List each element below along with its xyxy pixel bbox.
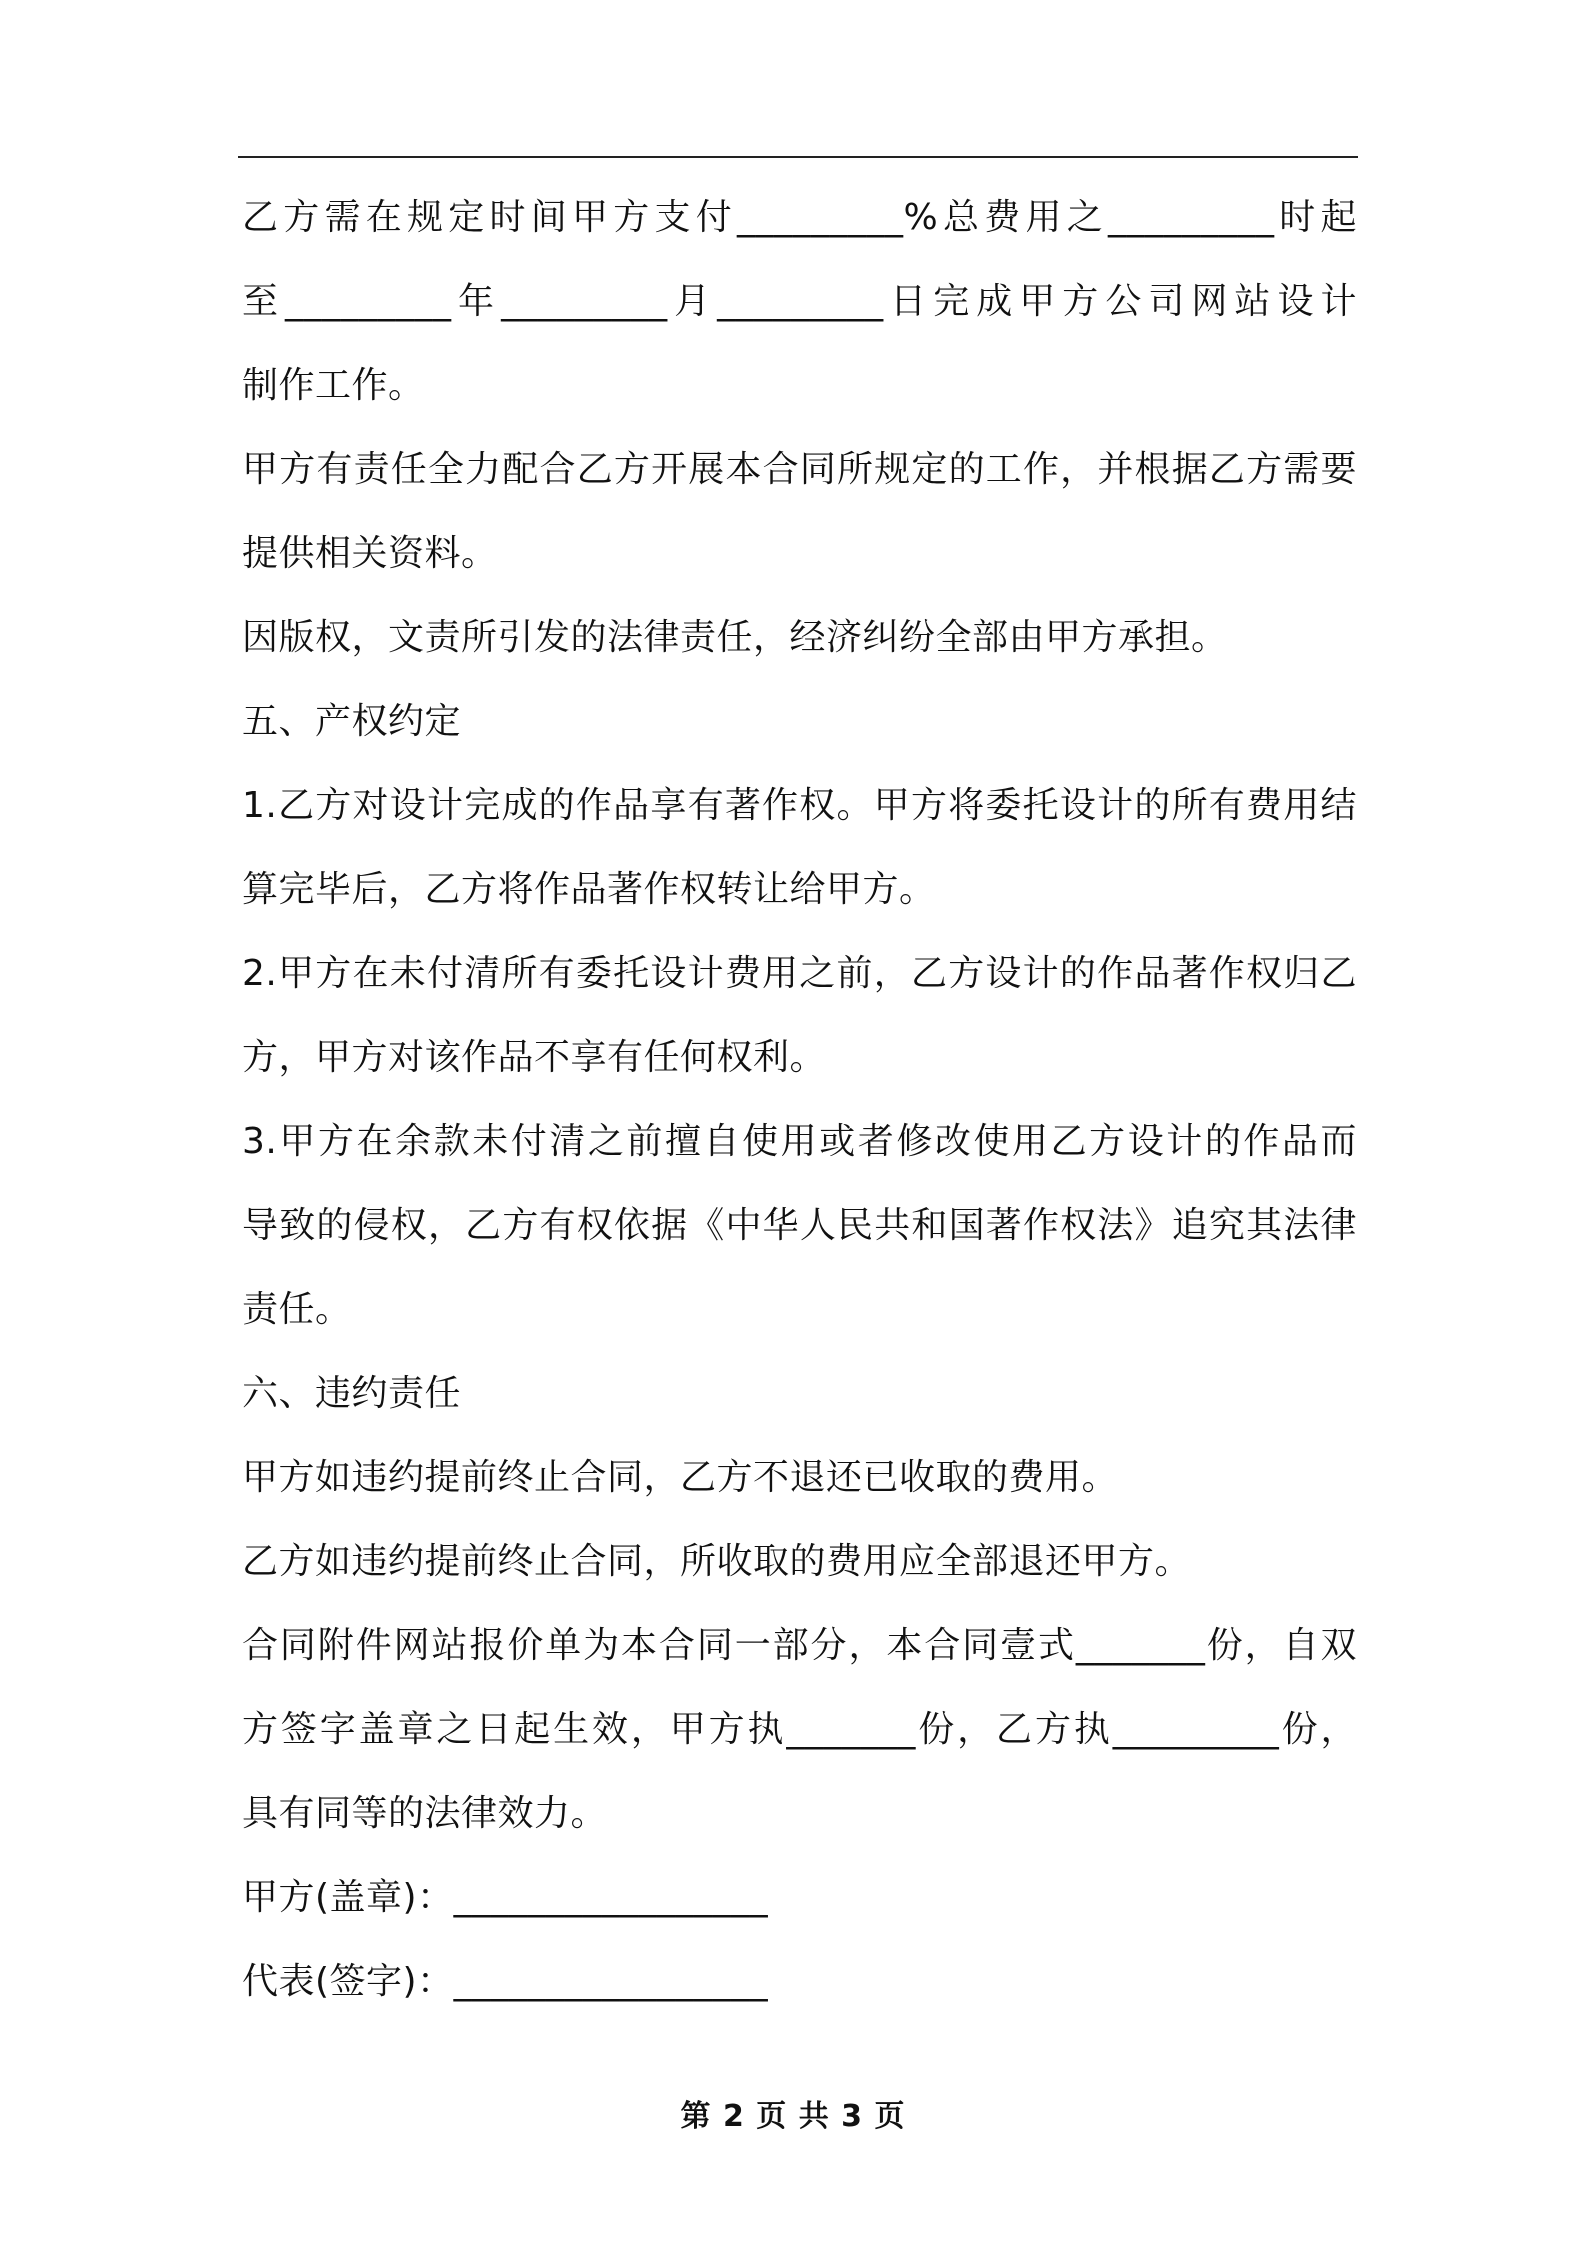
party-a-seal-line: 甲方(盖章)：_________________ — [242, 1877, 769, 1918]
text-line-17: 乙方如违约提前终止合同，所收取的费用应全部退还甲方。 — [242, 1541, 1192, 1582]
text-line-20: 具有同等的法律效力。 — [242, 1793, 608, 1834]
header-rule — [238, 156, 1358, 158]
text-line-6: 因版权，文责所引发的法律责任，经济纠纷全部由甲方承担。 — [242, 617, 1228, 658]
text-line-9: 算完毕后，乙方将作品著作权转让给甲方。 — [242, 869, 936, 910]
text-line-16: 甲方如违约提前终止合同，乙方不退还已收取的费用。 — [242, 1457, 1119, 1498]
text-line-12: 3.甲方在余款未付清之前擅自使用或者修改使用乙方设计的作品而 — [242, 1121, 1357, 1162]
text-line-19: 方签字盖章之日起生效，甲方执_______份，乙方执_________份， — [242, 1709, 1357, 1750]
text-line-1: 乙方需在规定时间甲方支付_________%总费用之_________时起 — [242, 197, 1357, 238]
page-number: 第 2 页 共 3 页 — [680, 2099, 906, 2134]
text-line-2: 至_________年_________月_________日完成甲方公司网站设计 — [242, 281, 1357, 322]
text-line-14: 责任。 — [242, 1289, 352, 1330]
text-line-11: 方，甲方对该作品不享有任何权利。 — [242, 1037, 827, 1078]
text-line-10: 2.甲方在未付清所有委托设计费用之前，乙方设计的作品著作权归乙 — [242, 953, 1357, 994]
section-heading-6: 六、违约责任 — [242, 1373, 462, 1414]
text-line-18: 合同附件网站报价单为本合同一部分，本合同壹式_______份，自双 — [242, 1625, 1357, 1666]
text-line-4: 甲方有责任全力配合乙方开展本合同所规定的工作，并根据乙方需要 — [242, 449, 1357, 490]
text-line-13: 导致的侵权，乙方有权依据《中华人民共和国著作权法》追究其法律 — [242, 1205, 1357, 1246]
text-line-8: 1.乙方对设计完成的作品享有著作权。甲方将委托设计的所有费用结 — [242, 785, 1357, 826]
text-line-3: 制作工作。 — [242, 365, 425, 406]
section-heading-5: 五、产权约定 — [242, 701, 462, 742]
text-line-5: 提供相关资料。 — [242, 533, 498, 574]
representative-signature-line: 代表(签字)：_________________ — [242, 1961, 769, 2002]
